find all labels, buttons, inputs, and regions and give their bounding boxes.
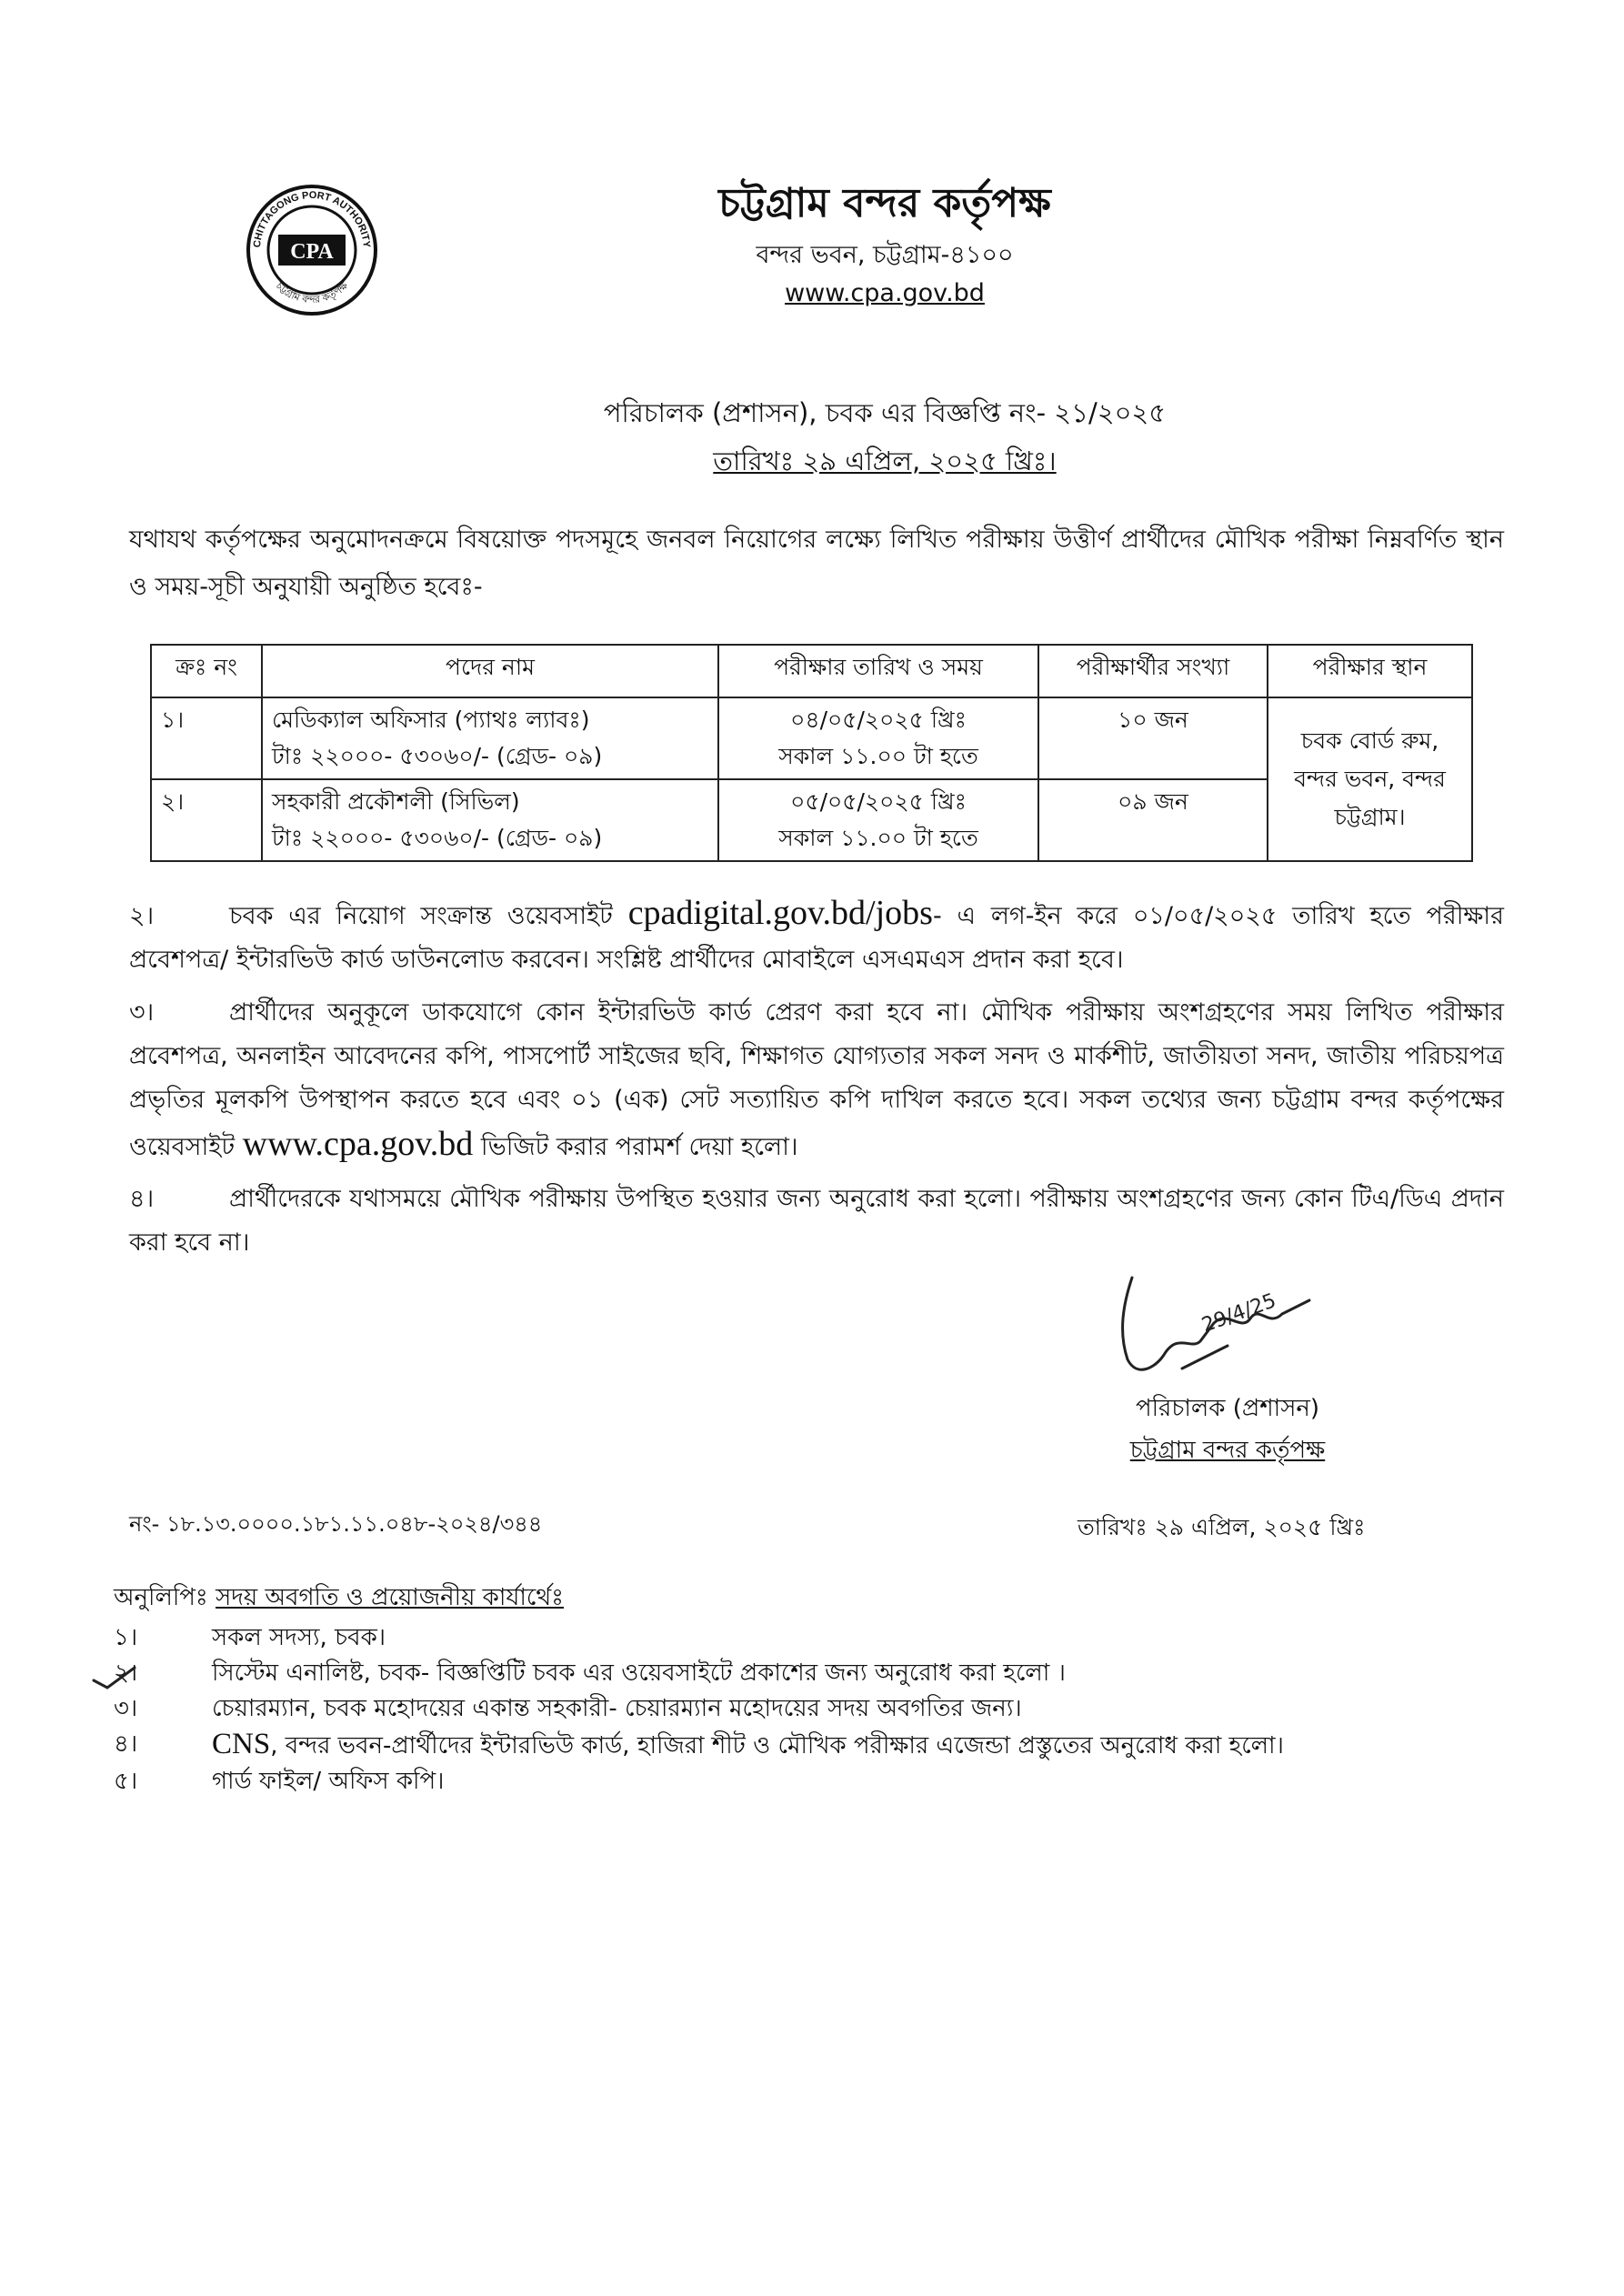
list-item-number: ২।	[114, 1659, 138, 1687]
venue-line: চট্টগ্রাম।	[1334, 804, 1406, 830]
list-item	[114, 1620, 1532, 1656]
cell-serial: ১।	[151, 697, 262, 779]
pay-scale: টাঃ ২২০০০- ৫৩০৬০/- (গ্রেড- ০৯)	[272, 743, 603, 769]
col-header-serial: ক্রঃ নং	[151, 645, 262, 697]
copy-list	[114, 1620, 1532, 1800]
interview-schedule-table	[150, 644, 1473, 862]
list-item-number: ১।	[114, 1624, 138, 1651]
intro-paragraph: যথাযথ কর্তৃপক্ষের অনুমোদনক্রমে বিষয়োক্ত পদসমূহে জনবল নিয়োগের লক্ষ্যে লিখিত পরীক্ষায় উত্তীর্ণ প্রার্থীদের মৌখিক পরীক্ষা নিম্নবর্ণিত স্থান ও সময়-সূচী অনুযায়ী অনুষ্ঠিত হবেঃ-	[129, 526, 1504, 601]
list-item	[114, 1764, 1532, 1800]
list-item-text	[212, 1727, 1532, 1764]
cns-abbrev: CNS	[212, 1728, 271, 1760]
post-name: মেডিক্যাল অফিসার (প্যাথঃ ল্যাবঃ)	[272, 707, 590, 733]
exam-time: সকাল ১১.০০ টা হতে	[778, 743, 978, 769]
signatory-org: চট্টগ্রাম বন্দর কর্তৃপক্ষ	[1129, 1437, 1326, 1464]
list-item	[114, 1691, 1532, 1727]
table-header-row	[151, 645, 1472, 697]
paragraph-text: চবক এর নিয়োগ সংক্রান্ত ওয়েবসাইট	[229, 902, 613, 930]
exam-date: ০৫/০৫/২০২৫ খ্রিঃ	[790, 788, 967, 815]
handwritten-signature	[1091, 1268, 1328, 1405]
paragraph-text: ভিজিট করার পরামর্শ দেয়া হলো।	[480, 1133, 798, 1161]
paragraph-number: ২।	[129, 902, 155, 930]
paragraph-number: ৪।	[129, 1185, 155, 1213]
exam-date: ০৪/০৫/২০২৫ খ্রিঃ	[790, 707, 967, 733]
notice-date: তারিখঃ ২৯ এপ্রিল, ২০২৫ খ্রিঃ।	[713, 446, 1057, 476]
col-header-venue: পরীক্ষার স্থান	[1268, 645, 1472, 697]
col-header-date: পরীক্ষার তারিখ ও সময়	[718, 645, 1038, 697]
paragraph-2	[129, 891, 1504, 982]
table-row	[151, 697, 1472, 779]
cell-serial: ২।	[151, 779, 262, 861]
list-item	[114, 1727, 1532, 1764]
paragraph-text: প্রার্থীদেরকে যথাসময়ে মৌখিক পরীক্ষায় উপস্থিত হওয়ার জন্য অনুরোধ করা হলো। পরীক্ষায় অংশগ্রহণের জন্য কোন টিএ/ডিএ প্রদান করা হবে না।	[129, 1185, 1504, 1257]
list-item-text: সকল সদস্য, চবক।	[212, 1624, 386, 1651]
list-item-text: সিস্টেম এনালিষ্ট, চবক- বিজ্ঞপ্তিটি চবক এর ওয়েবসাইটে প্রকাশের জন্য অনুরোধ করা হলো ।	[212, 1659, 1066, 1687]
paragraph-3	[129, 991, 1504, 1169]
list-item-text: গার্ড ফাইল/ অফিস কপি।	[212, 1768, 445, 1795]
col-header-count: পরীক্ষার্থীর সংখ্যা	[1038, 645, 1268, 697]
memo-date: তারিখঃ ২৯ এপ্রিল, ২০২৫ খ্রিঃ	[1078, 1514, 1366, 1540]
copy-heading	[114, 1579, 564, 1619]
exam-time: সকাল ১১.০০ টা হতে	[778, 825, 978, 851]
venue-line: বন্দর ভবন, বন্দর	[1294, 766, 1446, 792]
svg-text:চট্টগ্রাম বন্দর কর্তৃপক্ষ: চট্টগ্রাম বন্দর কর্তৃপক্ষ	[273, 279, 351, 306]
venue-line: চবক বোর্ড রুম,	[1300, 727, 1439, 754]
memo-number: নং- ১৮.১৩.০০০০.১৮১.১১.০৪৮-২০২৪/৩৪৪	[129, 1511, 543, 1537]
notice-number: পরিচালক (প্রশাসন), চবক এর বিজ্ঞপ্তি নং- ২১/২০২৫	[603, 397, 1167, 428]
svg-text:CHITTAGONG PORT AUTHORITY: CHITTAGONG PORT AUTHORITY	[251, 189, 373, 248]
post-name: সহকারী প্রকৌশলী (সিভিল)	[272, 788, 520, 815]
cell-candidate-count: ১০ জন	[1038, 697, 1268, 779]
cell-date-time	[718, 697, 1038, 779]
jobs-website-link[interactable]: cpadigital.gov.bd/jobs	[627, 894, 933, 932]
cell-post	[262, 697, 718, 779]
cell-date-time	[718, 779, 1038, 861]
cell-post	[262, 779, 718, 861]
list-item-text: চেয়ারম্যান, চবক মহোদয়ের একান্ত সহকারী- চেয়ারম্যান মহোদয়ের সদয় অবগতির জন্য।	[212, 1695, 1022, 1722]
pay-scale: টাঃ ২২০০০- ৫৩০৬০/- (গ্রেড- ০৯)	[272, 825, 603, 851]
list-item-number: ৫।	[114, 1768, 138, 1795]
signatory-title: পরিচালক (প্রশাসন)	[1135, 1395, 1320, 1422]
cpa-website-link[interactable]: www.cpa.gov.bd	[242, 1125, 474, 1163]
org-website-link[interactable]: www.cpa.gov.bd	[785, 279, 985, 307]
org-address: বন্দর ভবন, চট্টগ্রাম-৪১০০	[756, 241, 1014, 269]
paragraph-text: প্রার্থীদের অনুকূলে ডাকযোগে কোন ইন্টারভিউ কার্ড প্রেরণ করা হবে না। মৌখিক পরীক্ষায় অংশগ্রহণের সময় লিখিত পরীক্ষার প্রবেশপত্র, অনলাইন আবেদনের কপি, পাসপোর্ট সাইজের ছবি, শিক্ষাগত যোগ্যতার সকল সনদ ও মার্কশীট, জাতীয়তা সনদ, জাতীয় পরিচয়পত্র প্রভৃতির মূলকপি উপস্থাপন করতে হবে এবং ০১ (এক) সেট সত্যায়িত কপি দাখিল করতে হবে। সকল তথ্যের জন্য চট্টগ্রাম বন্দর কর্তৃপক্ষের ওয়েবসাইট	[129, 998, 1504, 1161]
list-item	[114, 1656, 1532, 1691]
col-header-post: পদের নাম	[262, 645, 718, 697]
copy-label: অনুলিপিঃ	[114, 1584, 208, 1611]
list-item-number: ৪।	[114, 1730, 138, 1758]
list-item-number: ৩।	[114, 1695, 138, 1722]
org-title: চট্টগ্রাম বন্দর কর্তৃপক্ষ	[718, 180, 1051, 226]
paragraph-4	[129, 1178, 1504, 1265]
list-item-body: , বন্দর ভবন-প্রার্থীদের ইন্টারভিউ কার্ড, হাজিরা শীট ও মৌখিক পরীক্ষার এজেন্ডা প্রস্তুতের অনুরোধ করা হলো।	[270, 1732, 1284, 1760]
cell-candidate-count: ০৯ জন	[1038, 779, 1268, 861]
paragraph-text: - এ লগ-ইন করে ০১/০৫/২০২৫ তারিখ হতে পরীক্ষার প্রবেশপত্র/ ইন্টারভিউ কার্ড ডাউনলোড করবেন। সংশ্লিষ্ট প্রার্থীদের মোবাইলে এসএমএস প্রদান করা হবে।	[129, 902, 1504, 974]
svg-text:29/4/25: 29/4/25	[1198, 1289, 1279, 1338]
tick-mark	[89, 1660, 144, 1697]
svg-text:CPA: CPA	[290, 240, 334, 264]
copy-purpose: সদয় অবগতি ও প্রয়োজনীয় কার্যার্থেঃ	[216, 1584, 565, 1611]
cell-venue	[1268, 697, 1472, 861]
paragraph-number: ৩।	[129, 998, 155, 1027]
